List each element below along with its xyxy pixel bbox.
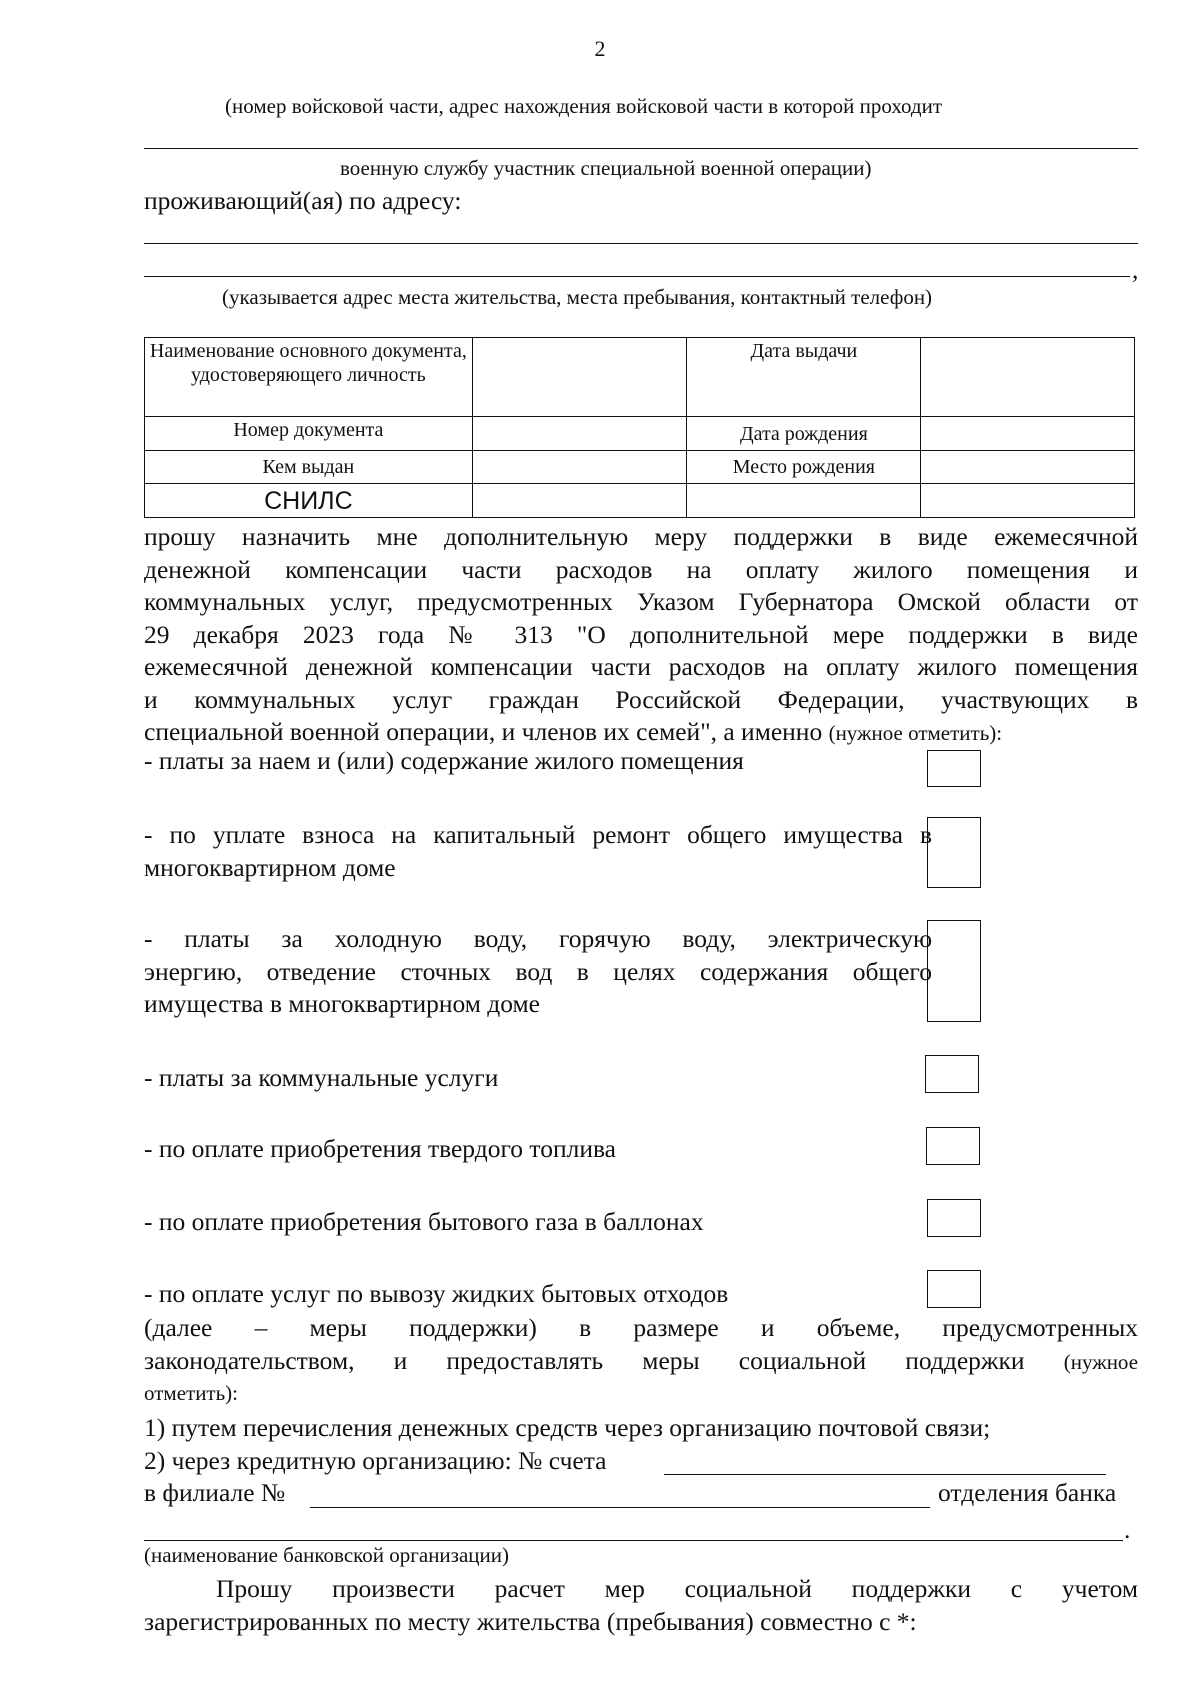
address-line-1[interactable] [144,243,1138,244]
request-line: прошу назначить мне дополнительную меру поддержки в виде ежемесячной [144,522,1138,551]
support-line: законодательством, и предоставлять меры социальной поддержки [144,1345,1025,1375]
military-unit-caption-bottom: военную службу участник специальной военной операции) [340,156,872,180]
option-capital-repair [144,819,932,884]
bank-name-line[interactable] [144,1540,1123,1541]
checkbox-liquid-waste[interactable] [927,1270,981,1308]
support-measures-paragraph [144,1312,1138,1408]
checkbox-housing-maintenance[interactable] [927,750,981,787]
doc-number-label: Номер документа [145,417,473,451]
birth-date-label: Дата рождения [687,417,921,451]
doc-number-cell[interactable] [472,417,687,451]
request-paragraph [144,521,1138,750]
option-utilities [144,1062,498,1095]
support-note: отметить): [144,1381,239,1405]
checkbox-capital-repair[interactable] [927,817,981,888]
branch-label: в филиале № [144,1478,286,1507]
military-unit-line[interactable] [144,148,1138,149]
option-label: - по оплате приобретения твердого топлива [144,1134,616,1163]
request-note: (нужное отметить): [828,721,1003,745]
birth-place-cell[interactable] [921,451,1135,484]
bank-caption: (наименование банковской организации) [144,1543,509,1567]
checkbox-utilities[interactable] [925,1055,979,1093]
branch-number-line[interactable] [310,1507,930,1508]
military-unit-caption-top: (номер войсковой части, адрес нахождения войсковой части в которой проходит [225,94,943,118]
option-label: - платы за холодную воду, горячую воду, электрическую [144,924,932,953]
issue-date-cell[interactable] [921,338,1135,417]
payment-bank[interactable]: 2) через кредитную организацию: № счета [144,1446,607,1475]
issued-by-cell[interactable] [472,451,687,484]
request-line: коммунальных услуг, предусмотренных Указом Губернатора Омской области от [144,587,1138,616]
snils-cell[interactable] [472,484,687,518]
option-label: - платы за наем и (или) содержание жилого помещения [144,746,744,775]
checkbox-bottled-gas[interactable] [927,1199,981,1237]
support-note: (нужное [1063,1349,1139,1374]
snils-label: СНИЛС [145,484,473,518]
residence-label: проживающий(ая) по адресу: [144,186,462,215]
bank-period: . [1124,1515,1131,1544]
request-last-line: специальной военной операции, и членов их семей", а именно [144,717,823,746]
calc-line-1: Прошу произвести расчет мер социальной поддержки с учетом [216,1574,1138,1603]
page-number: 2 [594,36,606,61]
option-water-electricity [144,923,932,1021]
option-label: - платы за коммунальные услуги [144,1063,499,1092]
branch-suffix: отделения банка [938,1478,1117,1507]
request-line: и коммунальных услуг граждан Российской Федерации, участвующих в [144,684,1138,714]
support-line: (далее – меры поддержки) в размере и объеме, предусмотренных [144,1313,1138,1342]
identity-table [144,337,1135,518]
birth-date-cell[interactable] [921,417,1135,451]
issued-by-label: Кем выдан [145,451,473,484]
address-comma: , [1132,255,1139,284]
calc-line-2: зарегистрированных по месту жительства (пребывания) совместно с *: [144,1607,917,1636]
request-line: 29 декабря 2023 года № 313 "О дополнительной мере поддержки в виде [144,619,1138,649]
payment-post[interactable]: 1) путем перечисления денежных средств через организацию почтовой связи; [144,1413,991,1442]
doc-name-cell[interactable] [472,338,687,417]
option-label: имущества в многоквартирном доме [144,989,540,1018]
snils-cell-2[interactable] [687,484,921,518]
option-housing-maintenance [144,745,744,778]
doc-name-label: Наименование основного документа, удостоверяющего личность [145,338,473,417]
account-number-line[interactable] [664,1474,1106,1475]
address-caption: (указывается адрес места жительства, места пребывания, контактный телефон) [222,285,933,309]
issue-date-label: Дата выдачи [687,338,921,417]
option-solid-fuel [144,1133,616,1166]
option-bottled-gas [144,1206,704,1239]
request-line: денежной компенсации части расходов на оплату жилого помещения и [144,554,1138,584]
option-label: - по оплате услуг по вывозу жидких бытовых отходов [144,1279,729,1308]
option-label: - по уплате взноса на капитальный ремонт общего имущества в [144,820,932,849]
option-label: - по оплате приобретения бытового газа в баллонах [144,1207,704,1236]
address-line-2[interactable] [144,276,1130,277]
checkbox-water-electricity[interactable] [927,920,981,1022]
snils-cell-3[interactable] [921,484,1135,518]
option-label: многоквартирном доме [144,852,396,882]
option-label: энергию, отведение сточных вод в целях содержания общего [144,956,932,986]
request-line: ежемесячной денежной компенсации части расходов на оплату жилого помещения [144,652,1138,681]
option-liquid-waste [144,1278,728,1311]
birth-place-label: Место рождения [687,451,921,484]
checkbox-solid-fuel[interactable] [926,1127,980,1165]
